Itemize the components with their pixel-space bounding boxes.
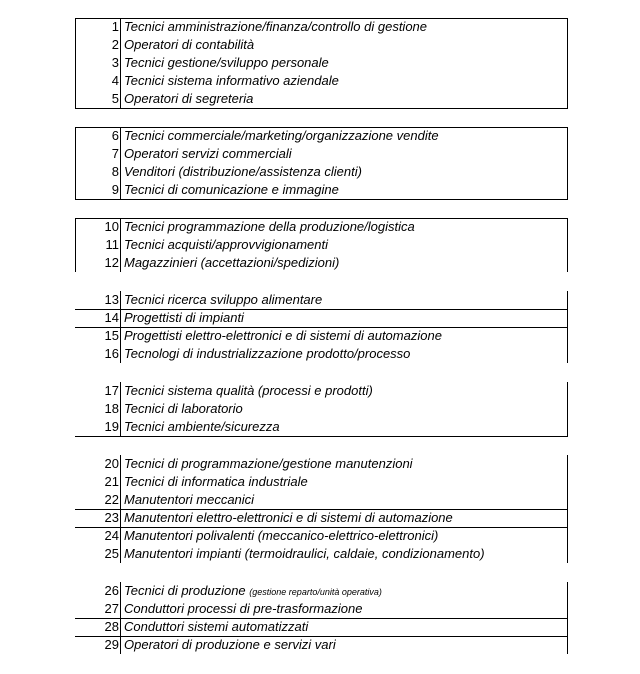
column-divider — [120, 72, 121, 90]
table-border — [567, 455, 568, 563]
row-label — [124, 90, 253, 108]
row-number: 25 — [104, 546, 119, 561]
row-label-text: Venditori (distribuzione/assistenza clienti) — [124, 164, 362, 179]
row-label — [124, 72, 339, 90]
column-divider — [120, 345, 121, 363]
table-border — [567, 382, 568, 436]
row-border — [75, 18, 568, 19]
row-number: 6 — [111, 128, 119, 143]
row-label — [124, 600, 362, 618]
table-row — [75, 582, 568, 600]
table-row — [75, 527, 568, 545]
table-row — [75, 127, 568, 145]
column-divider — [120, 181, 121, 199]
row-number: 13 — [104, 292, 119, 307]
column-divider — [120, 127, 121, 145]
table-row — [75, 218, 568, 236]
row-label — [124, 345, 410, 363]
row-number: 22 — [104, 492, 119, 507]
column-divider — [120, 582, 121, 600]
row-number: 21 — [104, 474, 119, 489]
row-number: 1 — [111, 19, 119, 34]
row-label-text: Tecnici sistema informativo aziendale — [124, 73, 339, 88]
row-border — [75, 636, 568, 637]
row-number: 28 — [104, 619, 119, 634]
row-label-text: Tecnici di laboratorio — [124, 401, 243, 416]
row-label — [124, 509, 453, 527]
row-number: 27 — [104, 601, 119, 616]
row-number: 24 — [104, 528, 119, 543]
column-divider — [120, 455, 121, 473]
table-row — [75, 473, 568, 491]
column-divider — [120, 418, 121, 436]
column-divider — [120, 382, 121, 400]
row-label-text: Tecnici gestione/sviluppo personale — [124, 55, 329, 70]
column-divider — [120, 600, 121, 618]
table-row — [75, 327, 568, 345]
table-row — [75, 309, 568, 327]
row-border — [75, 108, 568, 109]
row-label — [124, 327, 442, 345]
row-label-text: Tecnici programmazione della produzione/logistica — [124, 219, 415, 234]
row-label — [124, 54, 329, 72]
row-border — [75, 436, 568, 437]
row-label — [124, 473, 308, 491]
table-row — [75, 72, 568, 90]
row-label-text: Manutentori meccanici — [124, 492, 255, 507]
row-number: 26 — [104, 583, 119, 598]
row-label-text: Magazzinieri (accettazioni/spedizioni) — [124, 255, 340, 270]
column-divider — [120, 473, 121, 491]
column-divider — [120, 545, 121, 563]
row-label-text: Tecnici commerciale/marketing/organizzazione vendite — [124, 128, 439, 143]
column-divider — [120, 236, 121, 254]
table-row — [75, 400, 568, 418]
row-label — [124, 291, 322, 309]
row-label — [124, 527, 438, 545]
table-row — [75, 36, 568, 54]
row-label-text: Tecnici di informatica industriale — [124, 474, 308, 489]
row-label-text: Operatori di contabilità — [124, 37, 255, 52]
column-divider — [120, 509, 121, 527]
row-number: 8 — [111, 164, 119, 179]
row-border — [75, 218, 568, 219]
row-label — [124, 491, 254, 509]
table-border — [75, 18, 76, 108]
row-label — [124, 309, 244, 327]
row-label — [124, 382, 373, 400]
table-row — [75, 345, 568, 363]
row-number: 19 — [104, 419, 119, 434]
row-number: 7 — [111, 146, 119, 161]
row-label-text: Tecnici acquisti/approvvigionamenti — [124, 237, 329, 252]
row-label-text: Operatori di segreteria — [124, 91, 254, 106]
column-divider — [120, 36, 121, 54]
row-label-text: Tecnici di comunicazione e immagine — [124, 182, 339, 197]
row-number: 23 — [104, 510, 119, 525]
row-label — [124, 400, 243, 418]
row-number: 16 — [104, 346, 119, 361]
row-border — [75, 127, 568, 128]
table-border — [567, 582, 568, 654]
row-label — [124, 455, 413, 473]
row-label-text: Conduttori processi di pre-trasformazione — [124, 601, 363, 616]
row-label-text: Progettisti elettro-elettronici e di sistemi di automazione — [124, 328, 442, 343]
row-number: 12 — [104, 255, 119, 270]
table-border — [75, 127, 76, 199]
row-label — [124, 218, 415, 236]
row-number: 18 — [104, 401, 119, 416]
column-divider — [120, 309, 121, 327]
table-row — [75, 236, 568, 254]
table-row — [75, 90, 568, 108]
row-number: 15 — [104, 328, 119, 343]
row-number: 3 — [111, 55, 119, 70]
row-border — [75, 618, 568, 619]
table-row — [75, 18, 568, 36]
table-row — [75, 291, 568, 309]
row-border — [75, 327, 568, 328]
row-label — [124, 618, 308, 636]
row-number: 20 — [104, 456, 119, 471]
table-row — [75, 418, 568, 436]
row-border — [75, 199, 568, 200]
row-number: 17 — [104, 383, 119, 398]
column-divider — [120, 163, 121, 181]
row-number: 10 — [104, 219, 119, 234]
column-divider — [120, 618, 121, 636]
table-row — [75, 54, 568, 72]
row-label-text: Operatori servizi commerciali — [124, 146, 292, 161]
table-border — [567, 127, 568, 199]
table-row — [75, 254, 568, 272]
table-row — [75, 491, 568, 509]
row-number: 11 — [105, 237, 119, 252]
table-row — [75, 509, 568, 527]
row-label-text: Manutentori elettro-elettronici e di sistemi di automazione — [124, 510, 453, 525]
table-row — [75, 618, 568, 636]
table-row — [75, 455, 568, 473]
column-divider — [120, 400, 121, 418]
row-label — [124, 145, 292, 163]
table-row — [75, 600, 568, 618]
table-border — [567, 18, 568, 108]
row-number: 5 — [111, 91, 119, 106]
row-number: 29 — [104, 637, 119, 652]
row-label — [124, 163, 362, 181]
column-divider — [120, 90, 121, 108]
table-row — [75, 145, 568, 163]
row-border — [75, 527, 568, 528]
column-divider — [120, 327, 121, 345]
row-label — [124, 254, 339, 272]
column-divider — [120, 291, 121, 309]
row-note: (gestione reparto/unità operativa) — [249, 587, 382, 597]
table-row — [75, 636, 568, 654]
column-divider — [120, 218, 121, 236]
row-label — [124, 127, 439, 145]
table-row — [75, 163, 568, 181]
row-label-text: Tecnici di programmazione/gestione manutenzioni — [124, 456, 413, 471]
column-divider — [120, 636, 121, 654]
row-label-text: Manutentori polivalenti (meccanico-elettrico-elettronici) — [124, 528, 439, 543]
row-border — [75, 509, 568, 510]
row-label-text: Tecnici di produzione — [124, 583, 246, 598]
row-label — [124, 636, 336, 654]
row-label — [124, 236, 328, 254]
table-row — [75, 181, 568, 199]
row-label-text: Operatori di produzione e servizi vari — [124, 637, 336, 652]
row-label-text: Conduttori sistemi automatizzati — [124, 619, 309, 634]
row-label-text: Tecnologi di industrializzazione prodotto/processo — [124, 346, 411, 361]
row-label — [124, 36, 254, 54]
row-label-text: Tecnici sistema qualità (processi e prodotti) — [124, 383, 373, 398]
row-label — [124, 545, 485, 563]
row-number: 4 — [111, 73, 119, 88]
column-divider — [120, 527, 121, 545]
row-label-text: Tecnici ambiente/sicurezza — [124, 419, 280, 434]
row-number: 14 — [104, 310, 119, 325]
row-label-text: Tecnici amministrazione/finanza/controllo di gestione — [124, 19, 428, 34]
table-row — [75, 545, 568, 563]
row-label — [124, 582, 382, 601]
column-divider — [120, 54, 121, 72]
row-label — [124, 181, 339, 199]
row-label-text: Tecnici ricerca sviluppo alimentare — [124, 292, 323, 307]
table-row — [75, 382, 568, 400]
column-divider — [120, 491, 121, 509]
row-label-text: Progettisti di impianti — [124, 310, 244, 325]
row-label — [124, 18, 427, 36]
row-number: 2 — [111, 37, 119, 52]
row-label-text: Manutentori impianti (termoidraulici, caldaie, condizionamento) — [124, 546, 485, 561]
table-border — [567, 218, 568, 272]
row-number: 9 — [111, 182, 119, 197]
table-border — [567, 291, 568, 363]
column-divider — [120, 18, 121, 36]
row-label — [124, 418, 280, 436]
column-divider — [120, 254, 121, 272]
row-border — [75, 309, 568, 310]
table-border — [75, 218, 76, 272]
column-divider — [120, 145, 121, 163]
